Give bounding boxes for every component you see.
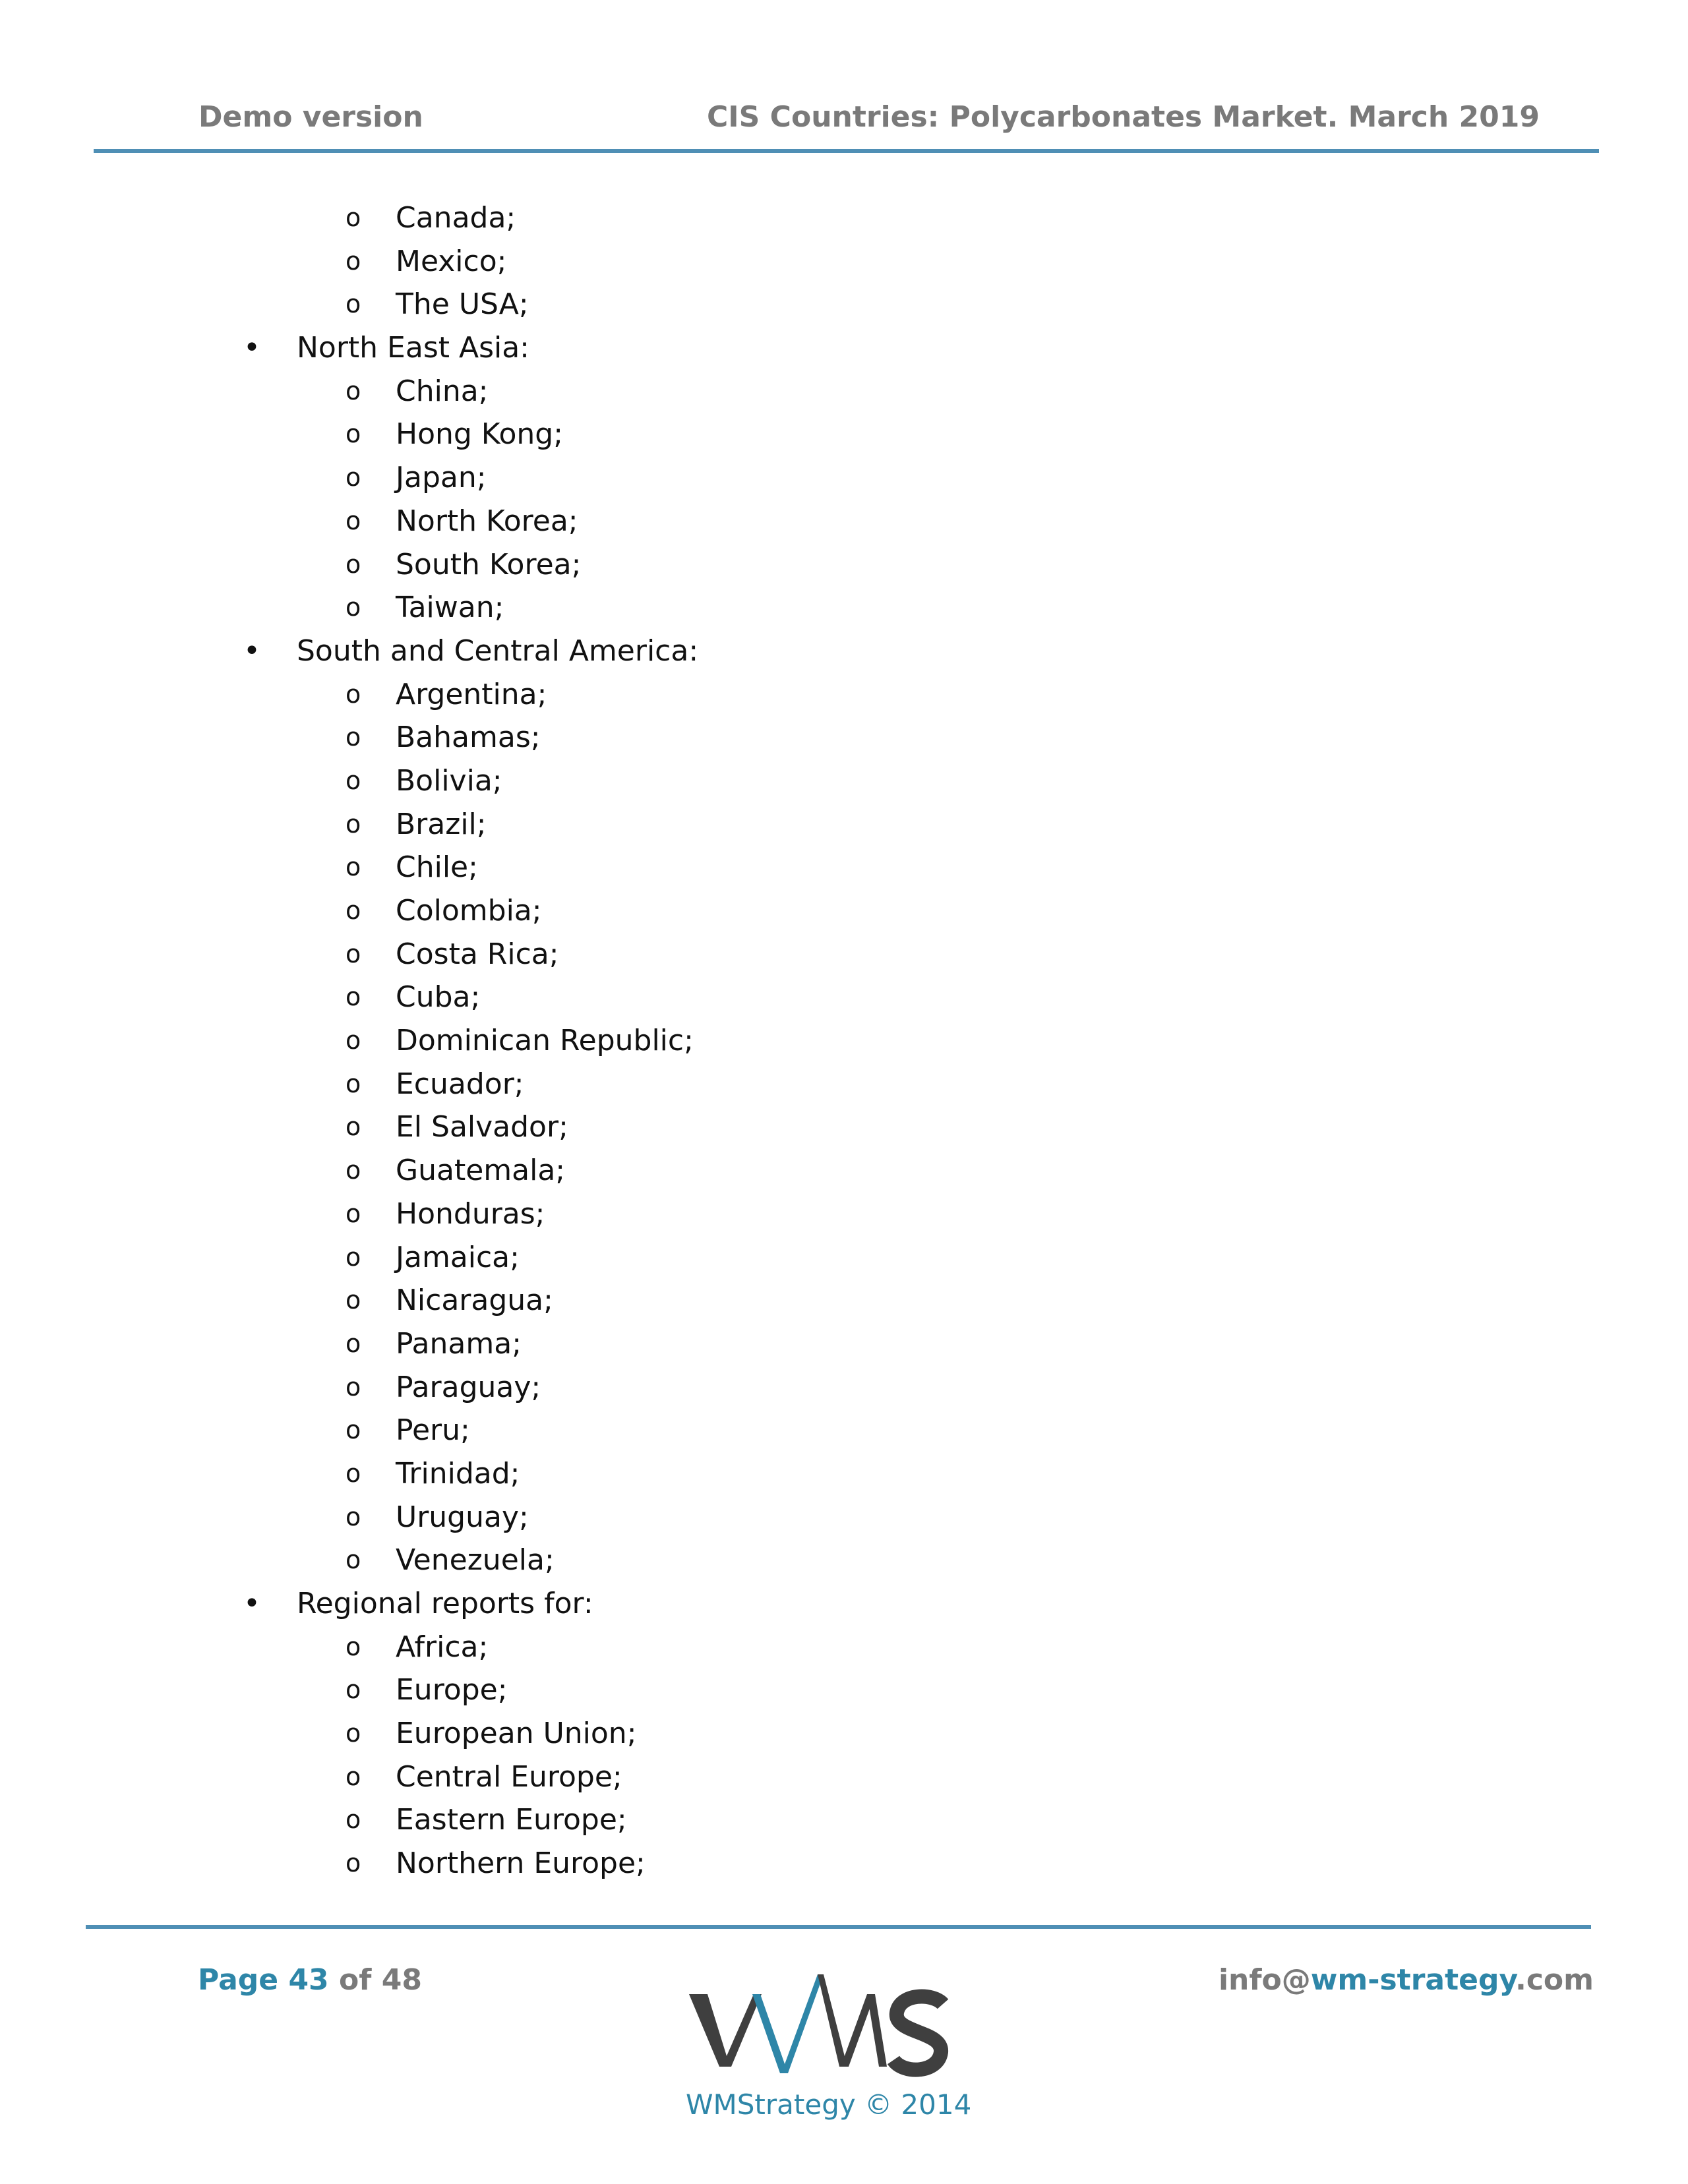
list-item-country bbox=[0, 586, 1688, 630]
list-item-text: Northern Europe; bbox=[396, 1846, 646, 1881]
list-item-text: Japan; bbox=[396, 461, 487, 495]
circle-bullet-icon: o bbox=[346, 1848, 361, 1878]
list-item-country bbox=[0, 500, 1688, 543]
list-item-country bbox=[0, 543, 1688, 587]
list-item-text: Africa; bbox=[396, 1630, 489, 1664]
list-item-country bbox=[0, 1668, 1688, 1712]
bullet-icon: • bbox=[243, 331, 260, 365]
list-item-text: Bahamas; bbox=[396, 721, 541, 755]
page-number: 43 bbox=[288, 1963, 329, 1997]
list-item-region bbox=[0, 1582, 1688, 1626]
list-item-country bbox=[0, 976, 1688, 1019]
list-item-country bbox=[0, 413, 1688, 456]
list-item-text: North East Asia: bbox=[297, 331, 530, 365]
circle-bullet-icon: o bbox=[346, 593, 361, 622]
list-item-text: Ecuador; bbox=[396, 1067, 524, 1101]
list-item-text: Mexico; bbox=[396, 244, 507, 278]
list-item-text: North Korea; bbox=[396, 504, 578, 538]
list-item-text: South and Central America: bbox=[297, 634, 699, 668]
circle-bullet-icon: o bbox=[346, 1242, 361, 1272]
list-item-country bbox=[0, 803, 1688, 846]
circle-bullet-icon: o bbox=[346, 549, 361, 579]
circle-bullet-icon: o bbox=[346, 1112, 361, 1142]
list-item-country bbox=[0, 1193, 1688, 1236]
list-item-text: European Union; bbox=[396, 1717, 637, 1751]
list-item-text: Chile; bbox=[396, 850, 478, 885]
email-user: info@ bbox=[1218, 1963, 1311, 1997]
list-item-country bbox=[0, 1712, 1688, 1756]
list-item-text: Colombia; bbox=[396, 894, 542, 928]
list-item-text: Argentina; bbox=[396, 677, 547, 711]
wms-logo bbox=[682, 1968, 959, 2086]
list-item-country bbox=[0, 1452, 1688, 1496]
circle-bullet-icon: o bbox=[346, 289, 361, 319]
header-divider bbox=[94, 149, 1599, 153]
circle-bullet-icon: o bbox=[346, 1156, 361, 1185]
list-item-text: South Korea; bbox=[396, 547, 582, 581]
list-item-country bbox=[0, 1019, 1688, 1063]
circle-bullet-icon: o bbox=[346, 463, 361, 492]
list-item-text: China; bbox=[396, 374, 489, 408]
circle-bullet-icon: o bbox=[346, 1632, 361, 1661]
list-item-country bbox=[0, 1756, 1688, 1799]
list-item-text: Panama; bbox=[396, 1326, 522, 1361]
list-item-country bbox=[0, 1279, 1688, 1322]
list-item-text: Paraguay; bbox=[396, 1370, 541, 1404]
list-item-text: Bolivia; bbox=[396, 763, 502, 798]
circle-bullet-icon: o bbox=[346, 1719, 361, 1748]
circle-bullet-icon: o bbox=[346, 982, 361, 1012]
list-item-country bbox=[0, 1366, 1688, 1409]
list-item-country bbox=[0, 196, 1688, 240]
header-document-title: CIS Countries: Polycarbonates Market. March 2019 bbox=[707, 100, 1540, 134]
list-item-country bbox=[0, 283, 1688, 326]
header-left-label: Demo version bbox=[198, 100, 423, 134]
list-item-text: Peru; bbox=[396, 1413, 470, 1448]
bullet-icon: • bbox=[243, 634, 260, 668]
list-item-region bbox=[0, 326, 1688, 370]
bullet-icon: • bbox=[243, 1587, 260, 1620]
page-label: Page bbox=[198, 1963, 279, 1997]
circle-bullet-icon: o bbox=[346, 896, 361, 925]
circle-bullet-icon: o bbox=[346, 1198, 361, 1228]
list-item-text: Canada; bbox=[396, 201, 516, 235]
circle-bullet-icon: o bbox=[346, 1761, 361, 1791]
list-item-text: Trinidad; bbox=[396, 1456, 520, 1490]
list-item-country bbox=[0, 1149, 1688, 1193]
list-item-text: The USA; bbox=[396, 287, 529, 322]
circle-bullet-icon: o bbox=[346, 679, 361, 709]
circle-bullet-icon: o bbox=[346, 1069, 361, 1098]
list-item-country bbox=[0, 370, 1688, 413]
list-item-text: Eastern Europe; bbox=[396, 1803, 627, 1837]
list-item-text: Europe; bbox=[396, 1673, 508, 1707]
circle-bullet-icon: o bbox=[346, 852, 361, 882]
circle-bullet-icon: o bbox=[346, 1026, 361, 1055]
page-total: 48 bbox=[381, 1963, 422, 1997]
list-item-text: Dominican Republic; bbox=[396, 1024, 694, 1058]
page-of: of bbox=[339, 1963, 372, 1997]
list-item-text: Jamaica; bbox=[396, 1240, 520, 1274]
list-item-text: Honduras; bbox=[396, 1196, 545, 1231]
circle-bullet-icon: o bbox=[346, 419, 361, 449]
list-item-country bbox=[0, 716, 1688, 759]
email-domain: wm-strategy bbox=[1310, 1963, 1516, 1997]
circle-bullet-icon: o bbox=[346, 246, 361, 276]
list-item-text: Hong Kong; bbox=[396, 417, 564, 452]
list-item-country bbox=[0, 456, 1688, 500]
list-item-region bbox=[0, 630, 1688, 673]
list-item-country bbox=[0, 1539, 1688, 1582]
list-item-text: Uruguay; bbox=[396, 1500, 529, 1534]
list-item-country bbox=[0, 1496, 1688, 1539]
list-item-country bbox=[0, 933, 1688, 976]
list-item-country bbox=[0, 759, 1688, 803]
list-item-text: Guatemala; bbox=[396, 1154, 566, 1188]
circle-bullet-icon: o bbox=[346, 376, 361, 405]
list-item-country bbox=[0, 1236, 1688, 1280]
list-item-text: El Salvador; bbox=[396, 1110, 568, 1144]
circle-bullet-icon: o bbox=[346, 1545, 361, 1575]
list-item-text: Central Europe; bbox=[396, 1759, 622, 1794]
list-item-country bbox=[0, 1626, 1688, 1669]
contact-email[interactable] bbox=[1219, 1963, 1594, 1997]
country-list bbox=[0, 196, 1688, 1885]
circle-bullet-icon: o bbox=[346, 1372, 361, 1402]
list-item-country bbox=[0, 889, 1688, 933]
circle-bullet-icon: o bbox=[346, 1805, 361, 1835]
circle-bullet-icon: o bbox=[346, 1328, 361, 1358]
list-item-country bbox=[0, 1798, 1688, 1842]
list-item-text: Cuba; bbox=[396, 980, 481, 1015]
circle-bullet-icon: o bbox=[346, 765, 361, 795]
list-item-text: Venezuela; bbox=[396, 1543, 555, 1578]
list-item-country bbox=[0, 673, 1688, 717]
list-item-text: Regional reports for: bbox=[297, 1587, 593, 1620]
list-item-text: Costa Rica; bbox=[396, 937, 559, 971]
circle-bullet-icon: o bbox=[346, 1458, 361, 1488]
circle-bullet-icon: o bbox=[346, 1502, 361, 1531]
list-item-country bbox=[0, 240, 1688, 283]
list-item-country bbox=[0, 1409, 1688, 1452]
footer-divider bbox=[86, 1925, 1591, 1929]
circle-bullet-icon: o bbox=[346, 939, 361, 968]
list-item-country bbox=[0, 1842, 1688, 1885]
circle-bullet-icon: o bbox=[346, 1415, 361, 1445]
page-indicator bbox=[198, 1963, 422, 1997]
list-item-country bbox=[0, 1063, 1688, 1106]
circle-bullet-icon: o bbox=[346, 1675, 361, 1705]
list-item-country bbox=[0, 846, 1688, 889]
email-tld: .com bbox=[1515, 1963, 1594, 1997]
list-item-text: Brazil; bbox=[396, 807, 487, 841]
list-item-country bbox=[0, 1106, 1688, 1149]
list-item-country bbox=[0, 1322, 1688, 1366]
circle-bullet-icon: o bbox=[346, 809, 361, 839]
circle-bullet-icon: o bbox=[346, 1285, 361, 1315]
circle-bullet-icon: o bbox=[346, 203, 361, 232]
logo-caption: WMStrategy © 2014 bbox=[686, 2088, 972, 2121]
circle-bullet-icon: o bbox=[346, 506, 361, 535]
list-item-text: Taiwan; bbox=[396, 591, 504, 625]
circle-bullet-icon: o bbox=[346, 723, 361, 752]
list-item-text: Nicaragua; bbox=[396, 1284, 553, 1318]
